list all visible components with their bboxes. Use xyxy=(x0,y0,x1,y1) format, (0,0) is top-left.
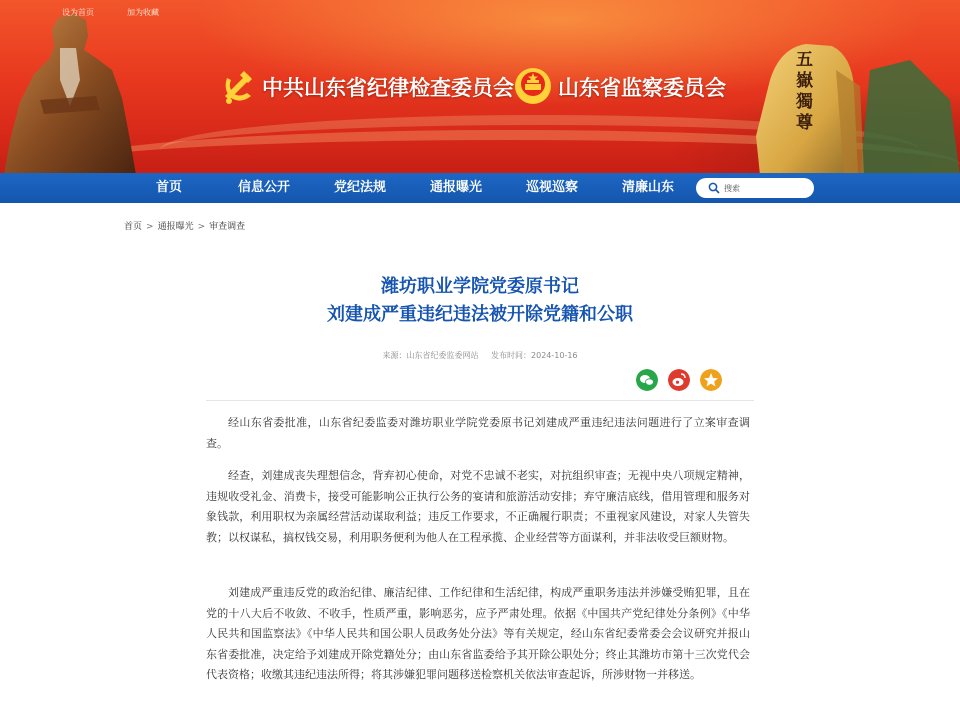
article-divider xyxy=(206,400,754,401)
add-favorite-link[interactable]: 加为收藏 xyxy=(127,8,159,17)
breadcrumb-separator: > xyxy=(197,222,206,232)
nav-item-inspection[interactable]: 巡视巡察 xyxy=(526,180,579,195)
weibo-icon[interactable] xyxy=(668,369,690,391)
breadcrumb-home[interactable]: 首页 xyxy=(124,222,143,232)
confucius-statue-image xyxy=(0,10,140,173)
wechat-icon[interactable] xyxy=(636,369,658,391)
nav-item-exposure[interactable]: 通报曝光 xyxy=(430,180,483,195)
search-icon[interactable] xyxy=(708,182,720,194)
nav-item-info-disclosure[interactable]: 信息公开 xyxy=(238,180,291,195)
article-date: 发布时间：2024-10-16 xyxy=(491,351,578,360)
nav-item-clean-shandong[interactable]: 清廉山东 xyxy=(622,180,675,195)
article-meta xyxy=(300,350,660,361)
article-title-line2: 刘建成严重违纪违法被开除党籍和公职 xyxy=(327,304,633,325)
nav-item-home[interactable]: 首页 xyxy=(156,180,183,195)
qzone-icon[interactable] xyxy=(700,369,722,391)
breadcrumb-exposure[interactable]: 通报曝光 xyxy=(157,222,194,232)
article-paragraph: 经查，刘建成丧失理想信念，背弃初心使命，对党不忠诚不老实，对抗组织审查；无视中央八项规定精神，违规收受礼金、消费卡，接受可能影响公正执行公务的宴请和旅游活动安排；弃守廉洁底线，借用管理和服务对象钱款，利用职权为亲属经营活动谋取利益；违反工作要求，不正确履行职责；不重视家风建设，对家人失管失教；以权谋私，搞权钱交易，利用职务便利为他人在工程承揽、企业经营等方面谋利，并非法收受巨额财物。 xyxy=(206,469,750,544)
set-home-link[interactable]: 设为首页 xyxy=(62,8,94,17)
search-input[interactable] xyxy=(724,180,808,196)
party-commission-title: 中共山东省纪律检查委员会 xyxy=(262,76,514,100)
national-emblem-icon xyxy=(513,66,553,106)
article-title-line1: 潍坊职业学院党委原书记 xyxy=(381,276,579,297)
header-banner xyxy=(0,0,960,173)
breadcrumb-investigation[interactable]: 审查调查 xyxy=(209,222,246,232)
rock-inscription: 五嶽獨尊 xyxy=(796,50,813,133)
article-source: 来源：山东省纪委监委网站 xyxy=(382,351,479,360)
main-nav xyxy=(0,173,960,203)
taishan-rock-image xyxy=(740,40,960,173)
party-emblem-icon xyxy=(217,66,257,106)
supervision-commission-title: 山东省监察委员会 xyxy=(558,76,726,100)
breadcrumb xyxy=(124,219,245,232)
article-paragraph: 刘建成严重违反党的政治纪律、廉洁纪律、工作纪律和生活纪律，构成严重职务违法并涉嫌受贿犯罪，且在党的十八大后不收敛、不收手，性质严重，影响恶劣，应予严肃处理。依据《中国共产党纪律处分条例》《中华人民共和国监察法》《中华人民共和国公职人员政务处分法》等有关规定，经山东省纪委常委会会议研究并报山东省委批准，决定给予刘建成开除党籍处分；由山东省监委给予其开除公职处分；终止其潍坊市第十三次党代会代表资格；收缴其违纪违法所得；将其涉嫌犯罪问题移送检察机关依法审查起诉，所涉财物一并移送。 xyxy=(206,586,750,682)
nav-item-party-rules[interactable]: 党纪法规 xyxy=(334,180,387,195)
breadcrumb-separator: > xyxy=(146,222,154,232)
article-paragraph: 经山东省委批准，山东省纪委监委对潍坊职业学院党委原书记刘建成严重违纪违法问题进行了立案审查调查。 xyxy=(206,416,750,450)
search-box[interactable] xyxy=(696,178,814,198)
